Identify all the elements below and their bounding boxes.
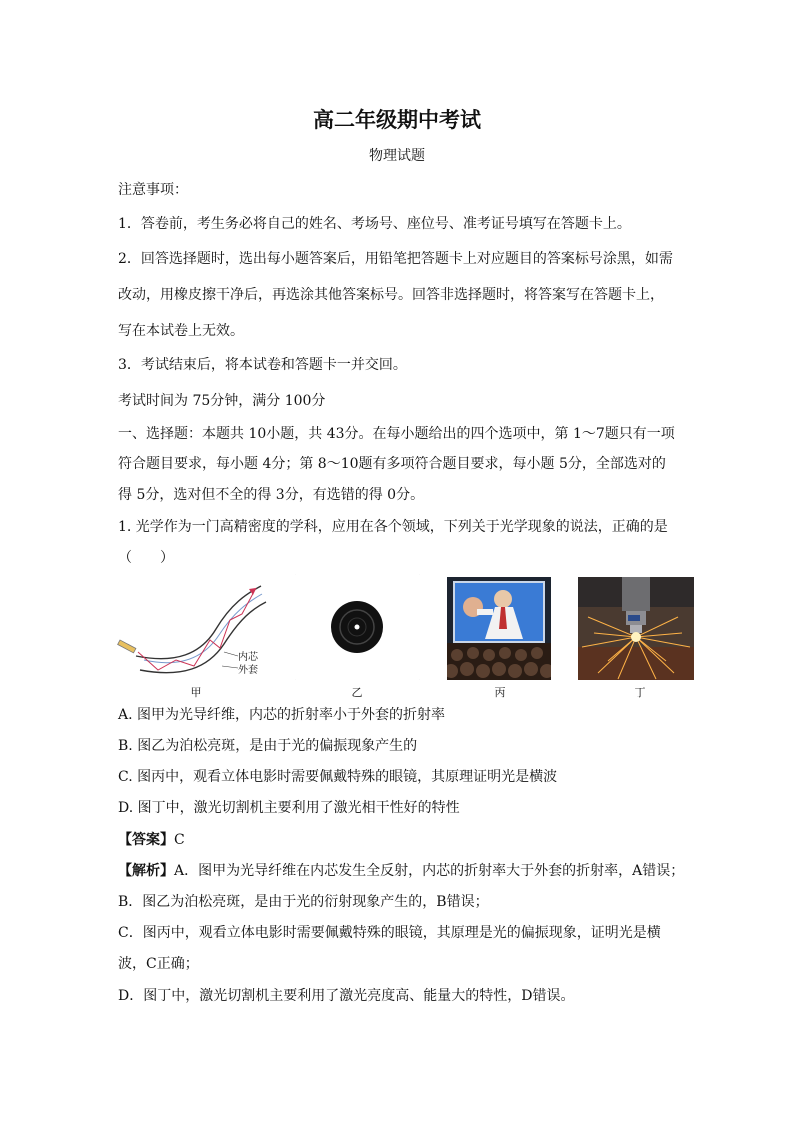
option-a: A. 图甲为光导纤维，内芯的折射率小于外套的折射率 (118, 707, 446, 723)
answer-value: C (174, 832, 185, 848)
question-stem: 1. 光学作为一门高精密度的学科，应用在各个领域，下列关于光学现象的说法，正确的是 (118, 519, 668, 535)
notice-item-1: 1．答卷前，考生务必将自己的姓名、考场号、座位号、准考证号填写在答题卡上。 (118, 216, 631, 232)
section-instructions-3: 得 5分，选对但不全的得 3分，有选错的得 0分。 (118, 487, 425, 503)
section-instructions-1: 一、选择题：本题共 10小题，共 43分。在每小题给出的四个选项中，第 1～7题只有一项 (118, 426, 675, 442)
page-subtitle: 物理试题 (369, 148, 425, 164)
analysis-line-1 (118, 862, 684, 880)
exam-time: 考试时间为 75分钟，满分 100分 (118, 393, 326, 409)
cladding-label: 外套 (238, 665, 258, 676)
option-d: D. 图丁中，激光切割机主要利用了激光相干性好的特性 (118, 800, 460, 816)
option-c: C. 图丙中，观看立体电影时需要佩戴特殊的眼镜，其原理证明光是横波 (118, 769, 558, 785)
laser-cutter-figure (578, 577, 694, 680)
notice-item-2: 2．回答选择题时，选出每小题答案后，用铅笔把答题卡上对应题目的答案标号涂黑，如需 (118, 251, 673, 267)
page-title: 高二年级期中考试 (313, 108, 481, 132)
notice-item-2-cont: 改动，用橡皮擦干净后，再选涂其他答案标号。回答非选择题时，将答案写在答题卡上， (118, 287, 664, 303)
analysis-line-2: B．图乙为泊松亮斑，是由于光的衍射现象产生的，B错误； (118, 894, 489, 910)
answer-label: 【答案】 (118, 832, 174, 848)
optical-fiber-figure (116, 574, 276, 686)
notice-heading: 注意事项： (118, 182, 188, 198)
caption-bing: 丙 (494, 686, 506, 699)
analysis-text-1: A．图甲为光导纤维在内芯发生全反射，内芯的折射率大于外套的折射率，A错误； (174, 863, 685, 879)
notice-item-2-end: 写在本试卷上无效。 (118, 323, 244, 339)
answer-line (118, 831, 185, 849)
option-b: B. 图乙为泊松亮斑，是由于光的偏振现象产生的 (118, 738, 418, 754)
core-label: 内芯 (238, 652, 258, 663)
caption-ding: 丁 (634, 686, 646, 699)
analysis-line-4: 波，C正确； (118, 956, 199, 972)
notice-item-3: 3．考试结束后，将本试卷和答题卡一并交回。 (118, 357, 407, 373)
cinema-figure (447, 577, 551, 680)
analysis-line-3: C．图丙中，观看立体电影时需要佩戴特殊的眼镜，其原理是光的偏振现象，证明光是横 (118, 925, 661, 941)
analysis-line-5: D．图丁中，激光切割机主要利用了激光亮度高、能量大的特性，D错误。 (118, 988, 575, 1004)
caption-yi: 乙 (351, 686, 363, 699)
analysis-label: 【解析】 (118, 863, 174, 879)
poisson-spot-figure (295, 574, 420, 680)
caption-jia: 甲 (190, 686, 202, 699)
question-paren: （ ） (118, 550, 174, 566)
figure-row (0, 574, 794, 704)
section-instructions-2: 符合题目要求，每小题 4分；第 8～10题有多项符合题目要求，每小题 5分，全部选对的 (118, 456, 666, 472)
